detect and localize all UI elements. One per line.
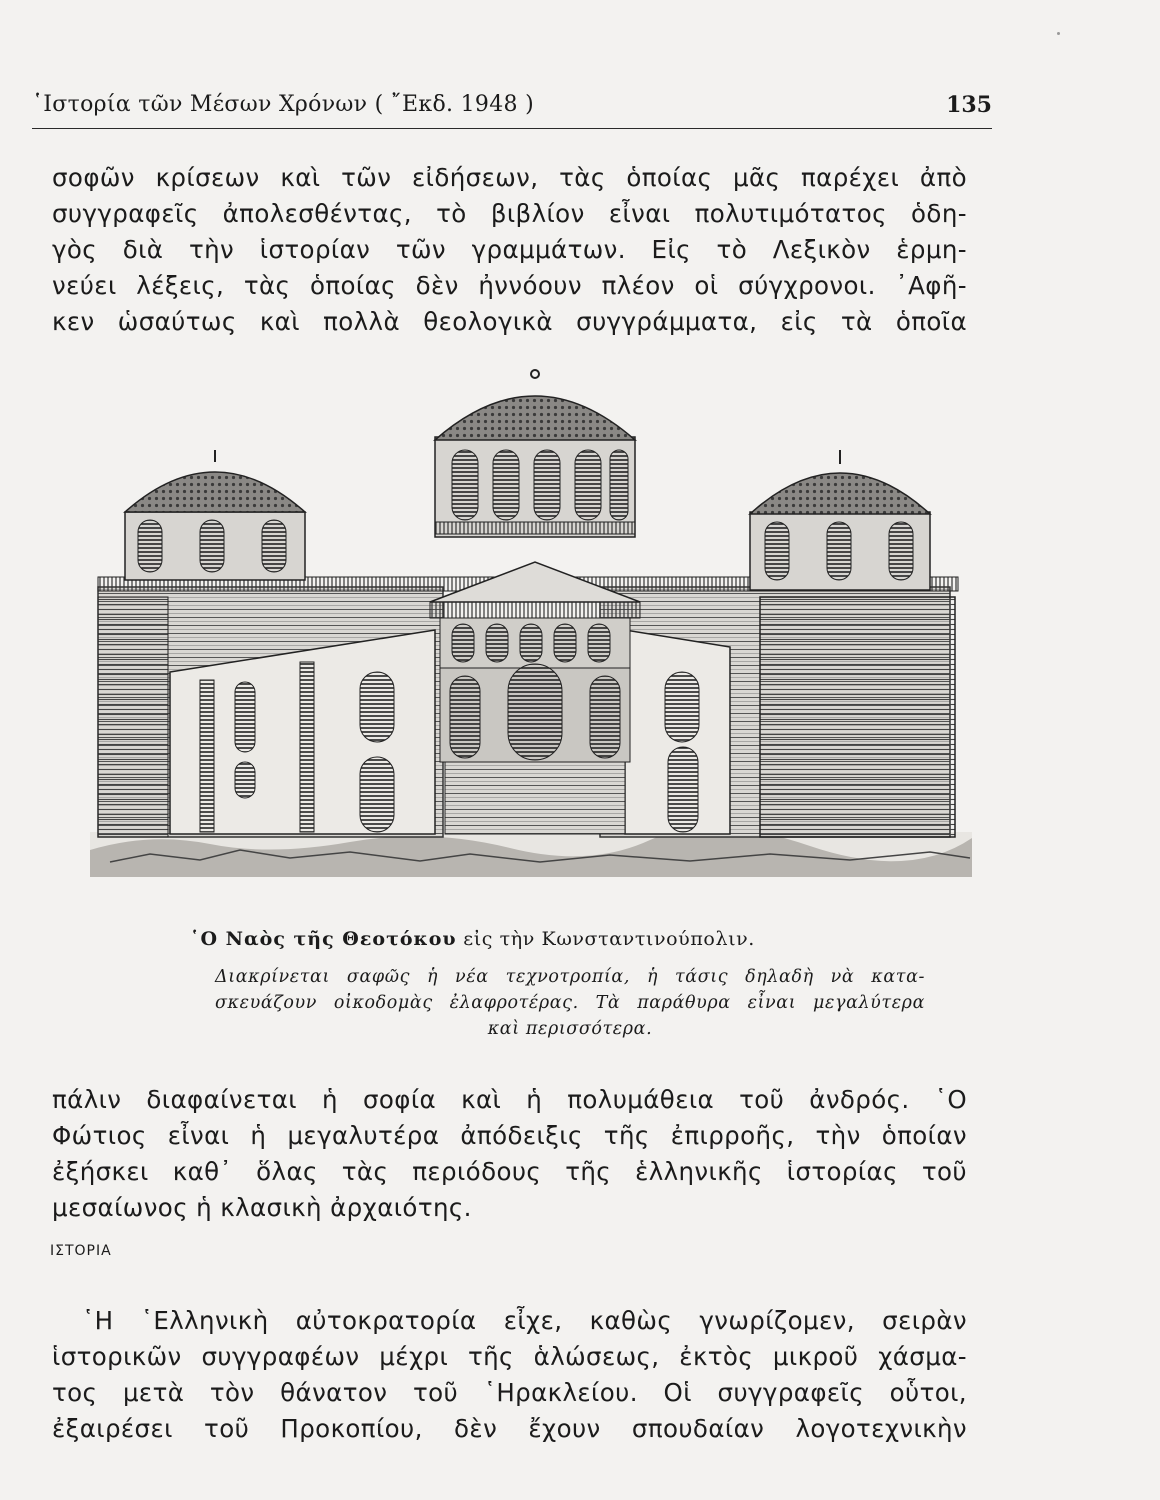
text-line: τος μετὰ τὸν θάνατον τοῦ ῾Ηρακλείου. Οἱ συγγραφεῖς οὗτοι, bbox=[52, 1378, 967, 1407]
figure-caption-title bbox=[190, 928, 850, 950]
text-line: ἐξήσκει καθ᾿ ὅλας τὰς περιόδους τῆς ἑλληνικῆς ἱστορίας τοῦ bbox=[52, 1157, 967, 1186]
page-number: 135 bbox=[946, 92, 992, 118]
text-line: γὸς διὰ τὴν ἱστορίαν τῶν γραμμάτων. Εἰς τὸ Λεξικὸν ἑρμη- bbox=[52, 235, 967, 264]
right-dome bbox=[750, 450, 930, 590]
caption-line: Διακρίνεται σαφῶς ἡ νέα τεχνοτροπία, ἡ τάσις δηλαδὴ νὰ κατα- bbox=[215, 967, 925, 987]
page-speck bbox=[1057, 32, 1060, 35]
text-line: κεν ὡσαύτως καὶ πολλὰ θεολογικὰ συγγράμματα, εἰς τὰ ὁποῖα bbox=[52, 307, 967, 336]
text-line: συγγραφεῖς ἀπολεσθέντας, τὸ βιβλίον εἶναι πολυτιμότατος ὁδη- bbox=[52, 199, 967, 228]
church-engraving bbox=[90, 362, 972, 877]
left-dome bbox=[125, 450, 305, 580]
central-dome bbox=[435, 370, 635, 537]
running-head-title: ῾Ιστορία τῶν Μέσων Χρόνων ( ῎Εκδ. 1948 ) bbox=[32, 92, 534, 117]
paragraph-top bbox=[52, 160, 967, 340]
caption-title-rest: εἰς τὴν Κωνσταντινούπολιν. bbox=[456, 928, 755, 950]
caption-title-bold: ῾Ο Ναὸς τῆς Θεοτόκου bbox=[190, 928, 457, 950]
text-line: ἐξαιρέσει τοῦ Προκοπίου, δὲν ἔχουν σπουδαίαν λογοτεχνικὴν bbox=[52, 1414, 967, 1443]
figure-caption-description bbox=[215, 964, 925, 1042]
running-head bbox=[32, 88, 992, 129]
text-line: πάλιν διαφαίνεται ἡ σοφία καὶ ἡ πολυμάθεια τοῦ ἀνδρός. ῾Ο bbox=[52, 1085, 967, 1114]
text-line: μεσαίωνος ἡ κλασικὴ ἀρχαιότης. bbox=[52, 1193, 472, 1222]
text-line: ῾Η ῾Ελληνικὴ αὐτοκρατορία εἶχε, καθὼς γνωρίζομεν, σειρὰν bbox=[82, 1306, 967, 1335]
text-line: Φώτιος εἶναι ἡ μεγαλυτέρα ἀπόδειξις τῆς ἐπιρροῆς, τὴν ὁποίαν bbox=[52, 1121, 967, 1150]
paragraph-bottom bbox=[52, 1303, 967, 1447]
section-heading: ΙΣΤΟΡΙΑ bbox=[50, 1243, 112, 1259]
text-line: ἱστορικῶν συγγραφέων μέχρι τῆς ἁλώσεως, ἐκτὸς μικροῦ χάσμα- bbox=[52, 1342, 967, 1371]
text-line: νεύει λέξεις, τὰς ὁποίας δὲν ἠννόουν πλέον οἱ σύγχρονοι. ᾿Αφῆ- bbox=[52, 271, 967, 300]
central-narthex bbox=[430, 562, 640, 834]
caption-line: σκευάζουν οἰκοδομὰς ἐλαφροτέρας. Τὰ παράθυρα εἶναι μεγαλύτερα bbox=[215, 993, 925, 1013]
text-line: σοφῶν κρίσεων καὶ τῶν εἰδήσεων, τὰς ὁποίας μᾶς παρέχει ἀπὸ bbox=[52, 163, 967, 192]
church-illustration bbox=[90, 362, 972, 877]
paragraph-middle bbox=[52, 1082, 967, 1226]
caption-line: καὶ περισσότερα. bbox=[487, 1019, 653, 1039]
